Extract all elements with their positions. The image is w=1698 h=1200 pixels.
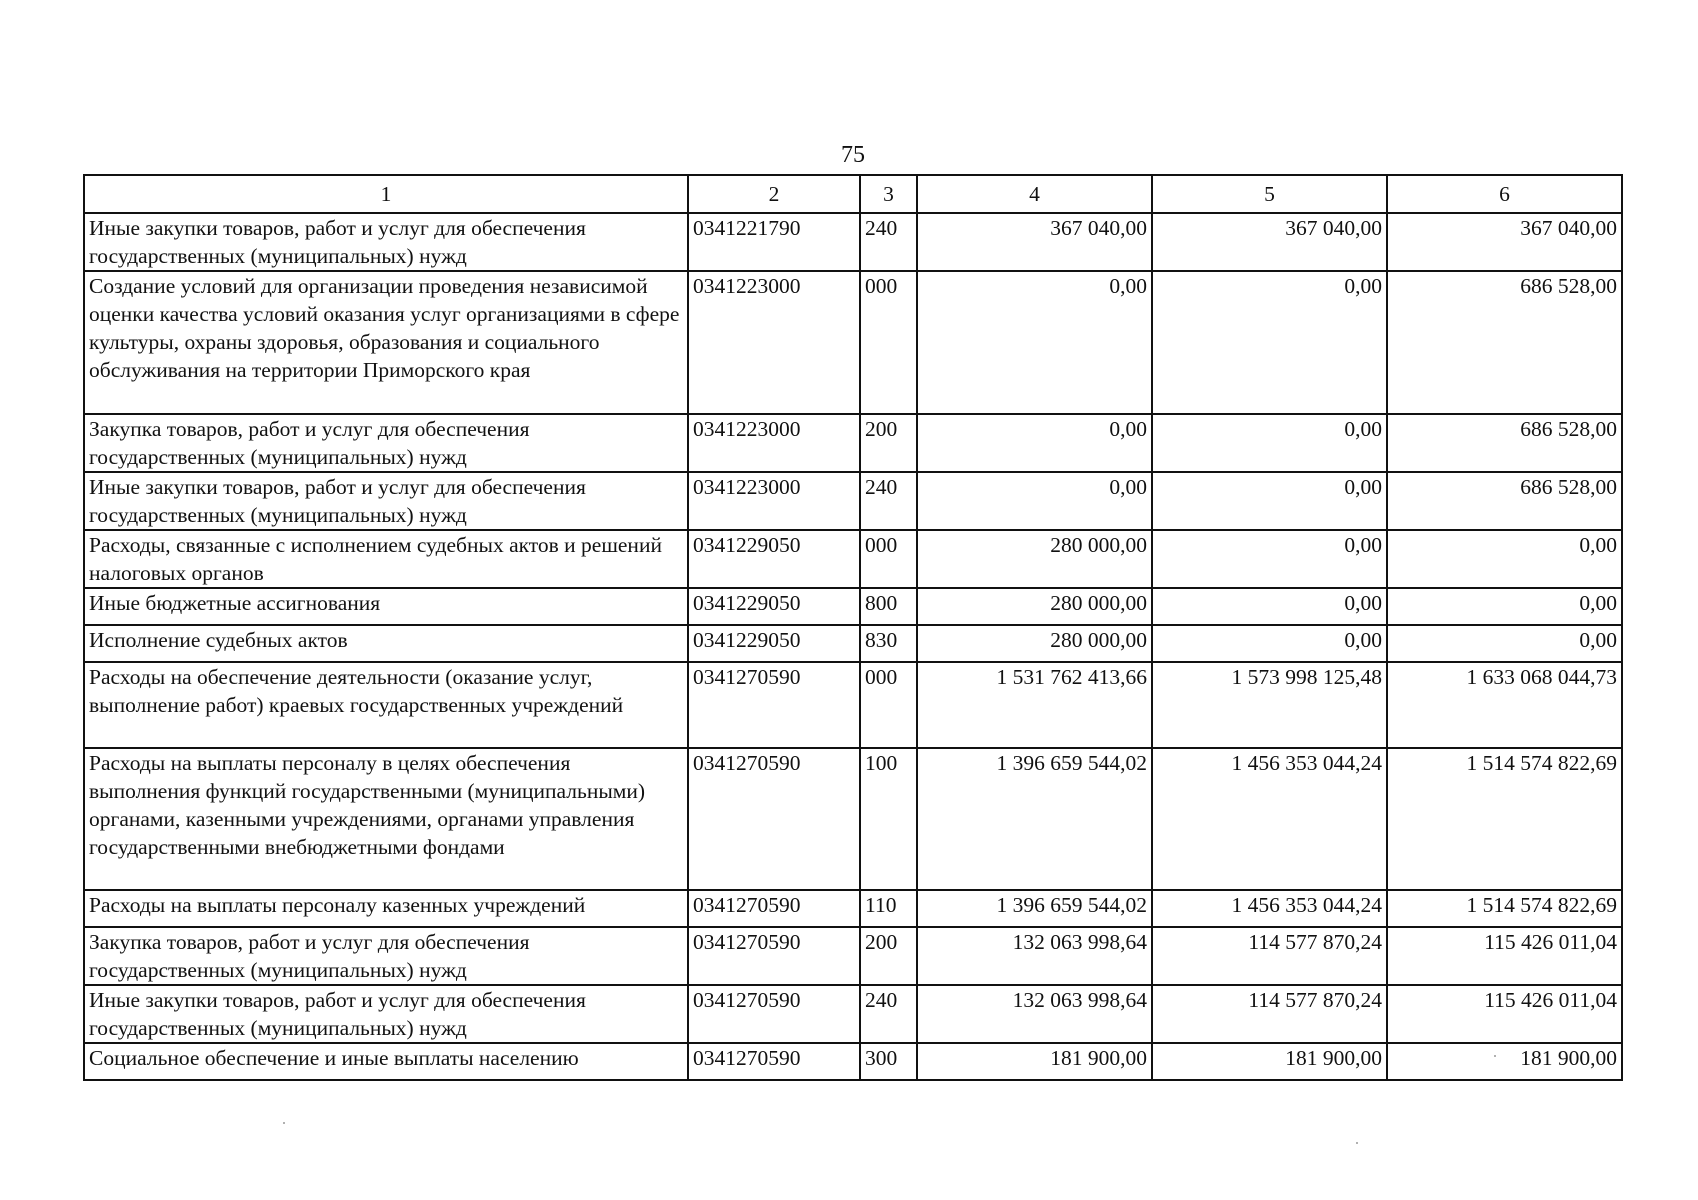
table-row	[84, 472, 1622, 530]
row-amount-col5: 181 900,00	[1152, 1043, 1387, 1080]
row-description: Закупка товаров, работ и услуг для обеспечения государственных (муниципальных) нужд	[84, 927, 688, 985]
row-amount-col6: 1 514 574 822,69	[1387, 890, 1622, 927]
scan-speck	[1494, 1055, 1496, 1057]
row-amount-col5: 114 577 870,24	[1152, 927, 1387, 985]
row-expense-type: 000	[860, 271, 917, 414]
row-description: Расходы на обеспечение деятельности (оказание услуг, выполнение работ) краевых государственных учреждений	[84, 662, 688, 748]
row-amount-col4: 1 396 659 544,02	[917, 890, 1152, 927]
row-amount-col5: 0,00	[1152, 472, 1387, 530]
table-row	[84, 271, 1622, 414]
row-expense-type: 240	[860, 213, 917, 271]
table-row	[84, 625, 1622, 662]
row-amount-col6: 686 528,00	[1387, 472, 1622, 530]
row-expense-type: 110	[860, 890, 917, 927]
scan-speck	[283, 1122, 285, 1124]
row-amount-col6: 0,00	[1387, 588, 1622, 625]
table-row	[84, 662, 1622, 748]
table-row	[84, 588, 1622, 625]
row-target-code: 0341270590	[688, 890, 860, 927]
table-row	[84, 213, 1622, 271]
row-amount-col6: 686 528,00	[1387, 414, 1622, 472]
row-expense-type: 240	[860, 472, 917, 530]
table-row	[84, 985, 1622, 1043]
row-target-code: 0341270590	[688, 985, 860, 1043]
table-row	[84, 927, 1622, 985]
row-expense-type: 830	[860, 625, 917, 662]
row-amount-col4: 0,00	[917, 271, 1152, 414]
row-amount-col4: 1 396 659 544,02	[917, 748, 1152, 890]
row-expense-type: 100	[860, 748, 917, 890]
table-row	[84, 890, 1622, 927]
row-amount-col4: 280 000,00	[917, 588, 1152, 625]
row-amount-col6: 686 528,00	[1387, 271, 1622, 414]
row-amount-col5: 0,00	[1152, 625, 1387, 662]
header-cell: 2	[688, 175, 860, 213]
row-amount-col4: 1 531 762 413,66	[917, 662, 1152, 748]
table-row	[84, 530, 1622, 588]
row-description: Иные закупки товаров, работ и услуг для обеспечения государственных (муниципальных) нужд	[84, 472, 688, 530]
row-target-code: 0341223000	[688, 472, 860, 530]
row-target-code: 0341229050	[688, 588, 860, 625]
row-target-code: 0341270590	[688, 748, 860, 890]
row-target-code: 0341229050	[688, 625, 860, 662]
row-amount-col5: 367 040,00	[1152, 213, 1387, 271]
row-description: Иные бюджетные ассигнования	[84, 588, 688, 625]
table-row	[84, 748, 1622, 890]
row-target-code: 0341221790	[688, 213, 860, 271]
row-amount-col5: 0,00	[1152, 588, 1387, 625]
row-description: Закупка товаров, работ и услуг для обеспечения государственных (муниципальных) нужд	[84, 414, 688, 472]
row-target-code: 0341270590	[688, 927, 860, 985]
row-target-code: 0341270590	[688, 662, 860, 748]
row-amount-col4: 367 040,00	[917, 213, 1152, 271]
row-amount-col5: 1 456 353 044,24	[1152, 890, 1387, 927]
scan-speck	[1356, 1142, 1358, 1144]
page-number-text: 75	[841, 142, 865, 168]
row-description: Создание условий для организации проведения независимой оценки качества условий оказания услуг организациями в сфере культуры, охраны здоровья, образования и социального обслуживания на территории Приморского края	[84, 271, 688, 414]
row-amount-col6: 115 426 011,04	[1387, 927, 1622, 985]
page-number	[0, 142, 1698, 168]
row-amount-col6: 367 040,00	[1387, 213, 1622, 271]
table-header-row	[84, 175, 1622, 213]
row-amount-col6: 1 514 574 822,69	[1387, 748, 1622, 890]
row-expense-type: 300	[860, 1043, 917, 1080]
row-description: Иные закупки товаров, работ и услуг для обеспечения государственных (муниципальных) нужд	[84, 213, 688, 271]
header-cell: 4	[917, 175, 1152, 213]
row-description: Расходы, связанные с исполнением судебных актов и решений налоговых органов	[84, 530, 688, 588]
header-cell: 3	[860, 175, 917, 213]
row-expense-type: 240	[860, 985, 917, 1043]
row-amount-col5: 114 577 870,24	[1152, 985, 1387, 1043]
row-description: Расходы на выплаты персоналу казенных учреждений	[84, 890, 688, 927]
table-row	[84, 414, 1622, 472]
row-description: Исполнение судебных актов	[84, 625, 688, 662]
row-amount-col6: 115 426 011,04	[1387, 985, 1622, 1043]
row-amount-col5: 0,00	[1152, 271, 1387, 414]
row-amount-col4: 181 900,00	[917, 1043, 1152, 1080]
row-amount-col6: 0,00	[1387, 530, 1622, 588]
row-amount-col6: 181 900,00	[1387, 1043, 1622, 1080]
row-target-code: 0341270590	[688, 1043, 860, 1080]
row-target-code: 0341223000	[688, 271, 860, 414]
row-amount-col5: 1 456 353 044,24	[1152, 748, 1387, 890]
header-cell: 1	[84, 175, 688, 213]
row-amount-col4: 0,00	[917, 472, 1152, 530]
row-amount-col4: 280 000,00	[917, 530, 1152, 588]
row-amount-col5: 0,00	[1152, 530, 1387, 588]
row-amount-col4: 132 063 998,64	[917, 985, 1152, 1043]
budget-table	[83, 174, 1623, 1081]
row-amount-col4: 280 000,00	[917, 625, 1152, 662]
table-row	[84, 1043, 1622, 1080]
header-cell: 6	[1387, 175, 1622, 213]
row-amount-col6: 1 633 068 044,73	[1387, 662, 1622, 748]
row-target-code: 0341223000	[688, 414, 860, 472]
header-cell: 5	[1152, 175, 1387, 213]
row-description: Иные закупки товаров, работ и услуг для обеспечения государственных (муниципальных) нужд	[84, 985, 688, 1043]
row-description: Социальное обеспечение и иные выплаты населению	[84, 1043, 688, 1080]
row-amount-col6: 0,00	[1387, 625, 1622, 662]
row-expense-type: 800	[860, 588, 917, 625]
row-expense-type: 200	[860, 414, 917, 472]
row-amount-col4: 0,00	[917, 414, 1152, 472]
row-expense-type: 000	[860, 662, 917, 748]
row-amount-col5: 1 573 998 125,48	[1152, 662, 1387, 748]
row-target-code: 0341229050	[688, 530, 860, 588]
row-description: Расходы на выплаты персоналу в целях обеспечения выполнения функций государственными (муниципальными) органами, казенными учреждениями, органами управления государственными внебюджетными фондами	[84, 748, 688, 890]
row-expense-type: 000	[860, 530, 917, 588]
row-expense-type: 200	[860, 927, 917, 985]
row-amount-col4: 132 063 998,64	[917, 927, 1152, 985]
row-amount-col5: 0,00	[1152, 414, 1387, 472]
